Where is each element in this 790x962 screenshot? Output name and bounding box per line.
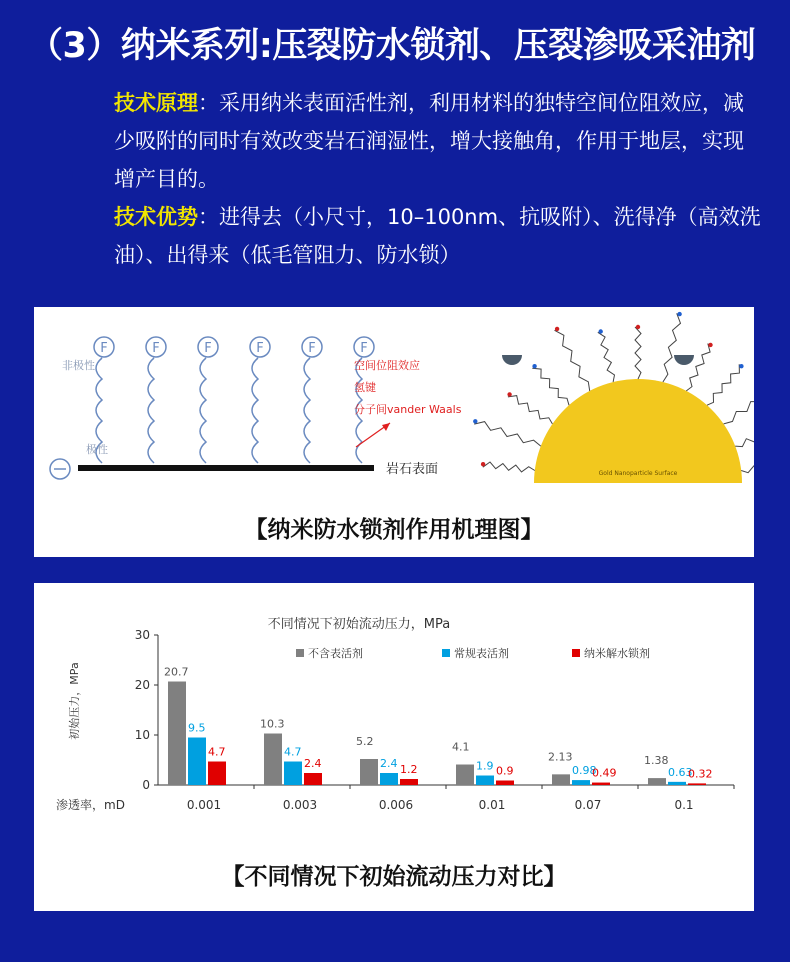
polar-label: 极性 (86, 443, 108, 456)
chart-caption: 【不同情况下初始流动压力对比】 (221, 864, 567, 890)
chart-legend (296, 646, 650, 660)
nanoparticle-illustration (473, 312, 754, 483)
data-label: 0.98 (572, 764, 597, 778)
surfactant-tail (148, 358, 154, 463)
surfactant-tail (304, 358, 310, 463)
data-label: 1.38 (644, 754, 669, 768)
principle-label: 技术原理 (114, 91, 198, 115)
data-label: 1.9 (476, 759, 494, 773)
ligand-end-group (473, 419, 477, 423)
x-tick-label: 0.07 (574, 798, 602, 812)
chart-title: 不同情况下初始流动压力，MPa (267, 617, 451, 632)
receptor-left (502, 355, 522, 365)
nanoparticle-label: Gold Nanoparticle Surface (598, 470, 678, 477)
ligand-end-group (555, 327, 559, 331)
y-axis-label: 初始压力，MPa (68, 662, 81, 740)
data-label: 1.2 (400, 763, 418, 776)
bar (360, 759, 378, 785)
gold-nanoparticle (534, 379, 742, 483)
legend-label: 纳米解水锁剂 (584, 647, 650, 660)
data-label: 0.32 (688, 767, 713, 781)
data-label: 20.7 (164, 665, 189, 679)
bar (456, 765, 474, 786)
vdw-label: 分子间vander Waals (354, 403, 462, 416)
bar (208, 762, 226, 786)
ligand-end-group (599, 329, 603, 333)
ligand-end-group (532, 364, 536, 368)
ligand-chain (508, 396, 553, 424)
ligand-end-group (677, 312, 681, 316)
principle-text: ：采用纳米表面活性剂，利用材料的独特空间位阻效应，减少吸附的同时有效改变岩石润湿性，增大接触角，作用于地层，实现增产目的。 (114, 91, 744, 191)
ligand-chain (735, 425, 754, 447)
ligand-chain (555, 330, 590, 391)
bar (572, 780, 590, 785)
bar (688, 783, 706, 785)
y-tick-label: 20 (134, 678, 150, 692)
bar (264, 734, 282, 786)
surfactant-molecules (94, 337, 374, 463)
data-label: 10.3 (260, 717, 285, 731)
ligand-chain (483, 462, 535, 472)
legend-label: 不含表活剂 (308, 647, 363, 660)
bar (168, 682, 186, 786)
nonpolar-label: 非极性 (62, 359, 95, 372)
fluorine-symbol: F (256, 341, 264, 356)
data-label: 4.7 (284, 745, 302, 759)
data-label: 5.2 (356, 735, 374, 748)
page-title: （3）纳米系列:压裂防水锁剂、压裂渗吸采油剂 (28, 26, 756, 66)
principle-paragraph (114, 84, 764, 198)
ligand-end-group (636, 325, 640, 329)
fluorine-symbol: F (152, 341, 160, 356)
data-label: 2.13 (548, 750, 573, 764)
x-tick-label: 0.001 (186, 798, 222, 812)
data-label: 2.4 (380, 757, 398, 770)
fluorine-symbol: F (204, 341, 212, 356)
ligand-end-group (708, 343, 712, 347)
chart-bars (164, 666, 713, 786)
bar (400, 779, 418, 785)
bar (304, 773, 322, 785)
ligand-chain (686, 344, 710, 391)
bar (188, 738, 206, 786)
x-tick-label: 0.006 (378, 798, 414, 812)
mechanism-caption: 【纳米防水锁剂作用机理图】 (244, 517, 544, 543)
y-tick-label: 30 (134, 628, 150, 642)
ligand-end-group (481, 462, 485, 466)
mechanism-panel (34, 307, 754, 557)
y-tick-label: 0 (142, 778, 150, 792)
ligand-end-group (739, 364, 743, 368)
legend-swatch (442, 649, 450, 657)
flow-pressure-chart (34, 583, 754, 833)
bar (648, 778, 666, 785)
steric-label: 空间位阻效应 (354, 359, 420, 372)
ligand-chain (707, 364, 739, 405)
x-axis-label: 渗透率，mD (56, 798, 125, 812)
data-label: 0.9 (496, 764, 514, 778)
fluorine-symbol: F (360, 341, 368, 356)
ligand-chain (598, 332, 615, 382)
advantage-text: ：进得去（小尺寸，10–100nm、抗吸附）、洗得净（高效洗油）、出得来（低毛管阻力、防水锁） (114, 205, 761, 267)
legend-swatch (572, 649, 580, 657)
hbond-label: 氢键 (354, 381, 376, 394)
data-label: 0.63 (668, 765, 693, 779)
rock-surface-label: 岩石表面 (386, 462, 439, 477)
x-tick-label: 0.01 (478, 798, 506, 812)
bar (284, 762, 302, 786)
data-label: 9.5 (188, 721, 206, 735)
fluorine-symbol: F (308, 341, 316, 356)
receptor-right (674, 355, 694, 365)
fluorine-symbol: F (100, 341, 108, 356)
ligand-chain (635, 327, 641, 379)
y-tick-label: 10 (134, 728, 150, 742)
mechanism-diagram (34, 307, 754, 497)
arrow-head (382, 423, 390, 431)
chart-panel (34, 583, 754, 911)
bar (668, 782, 686, 785)
bar (476, 776, 494, 786)
ligand-chain (474, 422, 541, 447)
advantage-label: 技术优势 (114, 205, 198, 229)
legend-swatch (296, 649, 304, 657)
bar (592, 783, 610, 785)
data-label: 4.1 (452, 740, 470, 754)
bar (496, 781, 514, 786)
data-label: 4.7 (208, 745, 226, 759)
surfactant-tail (252, 358, 258, 463)
x-tick-label: 0.1 (674, 798, 694, 812)
advantage-paragraph (114, 198, 764, 274)
legend-label: 常规表活剂 (454, 647, 509, 660)
bar (380, 773, 398, 785)
ligand-chain (741, 461, 754, 473)
rock-surface-bar (78, 465, 374, 471)
ligand-chain (663, 313, 681, 382)
surfactant-tail (200, 358, 206, 463)
ligand-chain (724, 382, 754, 424)
bar (552, 774, 570, 785)
data-label: 0.49 (592, 766, 617, 780)
ligand-end-group (507, 392, 511, 396)
x-tick-label: 0.003 (282, 798, 318, 812)
ligand-chain (532, 368, 569, 405)
data-label: 2.4 (304, 757, 322, 770)
